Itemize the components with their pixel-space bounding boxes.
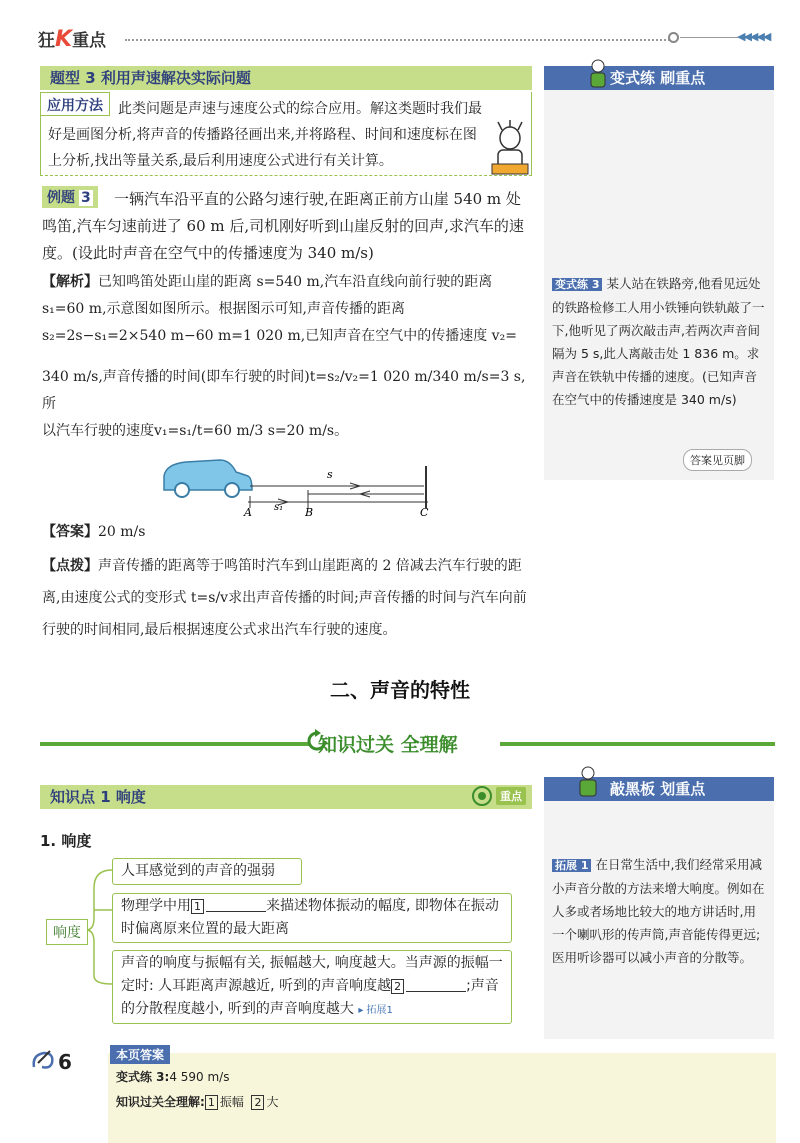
analysis-para-1 <box>42 269 532 350</box>
tip-para <box>42 550 532 646</box>
mindmap-branch-1: 人耳感觉到的声音的强弱 <box>112 858 302 885</box>
header-arrows-icon: ◀◀◀◀◀ <box>737 30 770 43</box>
footer-answer-1-value: 4 590 m/s <box>169 1070 230 1084</box>
header-dotted-rule <box>125 39 670 41</box>
footer-num-2: 2 <box>251 1095 264 1110</box>
footer-answer-1 <box>116 1068 229 1085</box>
kp-title: 知识点 1 响度 <box>50 788 146 806</box>
teacher-figure-icon <box>574 765 602 801</box>
b2-post: 来描述物体振动的幅度, 即物体在振动时偏离原来位置的最大距离 <box>121 898 499 937</box>
side-head-practice <box>544 66 774 90</box>
target-icon <box>472 786 492 806</box>
answer-value: 20 m/s <box>98 524 146 540</box>
label-s1: s₁ <box>274 502 284 513</box>
header-rule <box>680 37 740 38</box>
b3-mid: ; <box>466 978 471 994</box>
thinking-figure-icon <box>488 120 532 176</box>
answer-label: 【答案】 <box>42 524 98 540</box>
mindmap-root: 响度 <box>46 919 88 945</box>
header-ring-icon <box>668 32 679 43</box>
mindmap-branch-3 <box>112 950 512 1024</box>
practice-text <box>552 272 768 411</box>
label-b: B <box>305 506 314 516</box>
banner-title: 知识过关 全理解 <box>318 734 458 756</box>
blank-num-1: 1 <box>191 899 204 914</box>
extension-tag[interactable]: ▸ 拓展1 <box>358 1005 393 1016</box>
side-head-practice-label: 变式练 刷重点 <box>610 69 706 87</box>
analysis-label: 【解析】 <box>42 274 98 290</box>
car-wheel-icon <box>175 483 189 497</box>
logo-k: K <box>55 27 73 52</box>
analysis-text-1: 已知鸣笛处距山崖的距离 s=540 m,汽车沿直线向前行驶的距离s₁=60 m,示意图如图所示。根据图示可知,声音传播的距离 s₂=2s−s₁=2×540 m−60 m=1 020 m,已知声音在空气中的传播速度 v₂= <box>42 274 517 344</box>
method-text: 此类问题是声速与速度公式的综合应用。解这类题时我们最好是画图分析,将声音的传播路径画出来,并将路程、时间和速度标在图上分析,找出等量关系,最后利用速度公式进行有关计算。 <box>48 101 482 169</box>
blank-num-2: 2 <box>391 979 404 994</box>
footer-num-1: 1 <box>205 1095 218 1110</box>
kp-badge: 重点 <box>496 787 526 805</box>
example-question: 一辆汽车沿平直的公路匀速行驶,在距离正前方山崖 540 m 处鸣笛,汽车匀速前进了 60 m 后,司机刚好听到山崖反射的回声,求汽车的速度。(设此时声音在空气中的传播速度为 340 m/s) <box>42 190 524 262</box>
b3-post: 声音的分散程度越小, 听到的声音响度越大 <box>121 978 499 1017</box>
type-title: 题型 3 利用声速解决实际问题 <box>50 69 251 87</box>
footer-answer-2-label: 知识过关全理解: <box>116 1095 205 1109</box>
section-title: 二、声音的特性 <box>330 678 470 702</box>
see-answer-link[interactable]: 答案见页脚 <box>683 449 752 471</box>
banner-rule-right <box>500 742 775 746</box>
label-c: C <box>420 506 429 516</box>
blank-1 <box>206 896 266 912</box>
student-figure-icon <box>586 58 610 90</box>
tip-text: 声音传播的距离等于鸣笛时汽车到山崖距离的 2 倍减去汽车行驶的距离,由速度公式的变形式 t=s/v求出声音传播的时间;声音传播的时间与汽车向前行驶的时间相同,最后根据速度公式求出汽车行驶的速度。 <box>42 558 527 638</box>
practice-body: 某人站在铁路旁,他看见远处的铁路检修工人用小铁锤向铁轨敲了一下,他听见了两次敲击声,若两次声音间隔为 5 s,此人离敲击处 1 836 m。求声音在铁轨中传播的速度。(已知声音在空气中的传播速度是 340 m/s) <box>552 276 765 407</box>
mindmap-brace <box>86 868 114 988</box>
footer-answer-1-label: 变式练 3: <box>116 1070 170 1084</box>
sub-heading: 1. 响度 <box>40 832 92 850</box>
extension-text <box>552 853 768 969</box>
side-head-blackboard-label: 敲黑板 划重点 <box>610 780 706 798</box>
b3-pre: 声音的响度与振幅有关, 振幅越大, 响度越大。当声源的振幅一定时: 人耳距离声源越近, 听到的声音响度越 <box>121 955 503 994</box>
page-swirl-icon <box>30 1049 56 1073</box>
logo-post: 重点 <box>72 31 107 51</box>
example-tag-label: 例题 <box>47 190 75 206</box>
blank-2 <box>406 976 466 992</box>
brand-logo <box>38 26 106 52</box>
page-number: 6 <box>58 1050 72 1074</box>
banner-rule-left <box>40 742 310 746</box>
analysis-para-3: 以汽车行驶的速度v₁=s₁/t=60 m/3 s=20 m/s。 <box>42 423 349 439</box>
analysis-para-2: 340 m/s,声音传播的时间(即车行驶的时间)t=s₂/v₂=1 020 m/340 m/s=3 s,所 <box>42 369 526 412</box>
example-tag-num: 3 <box>81 190 91 206</box>
answer-line <box>42 519 532 546</box>
car-wheel-icon <box>225 483 239 497</box>
b2-pre: 物理学中用 <box>121 898 191 914</box>
logo-pre: 狂 <box>38 31 55 51</box>
footer-value-1: 振幅 <box>219 1095 244 1109</box>
example-tag <box>42 186 98 208</box>
footer-tag: 本页答案 <box>110 1045 170 1064</box>
method-tag: 应用方法 <box>40 92 110 116</box>
label-a: A <box>244 506 252 516</box>
tip-label: 【点拨】 <box>42 558 98 574</box>
mindmap-branch-2 <box>112 893 512 943</box>
footer-value-2: 大 <box>266 1095 279 1109</box>
car-cliff-diagram <box>150 446 440 516</box>
practice-tag: 变式练 3 <box>552 278 602 291</box>
label-s: s <box>327 468 333 481</box>
extension-body: 在日常生活中,我们经常采用减小声音分散的方法来增大响度。例如在人多或者场地比较大的地方讲话时,用一个喇叭形的传声筒,声音能传得更远;医用听诊器可以减小声音的分散等。 <box>552 857 765 965</box>
extension-side-tag: 拓展 1 <box>552 859 591 872</box>
footer-answer-2 <box>116 1093 278 1110</box>
